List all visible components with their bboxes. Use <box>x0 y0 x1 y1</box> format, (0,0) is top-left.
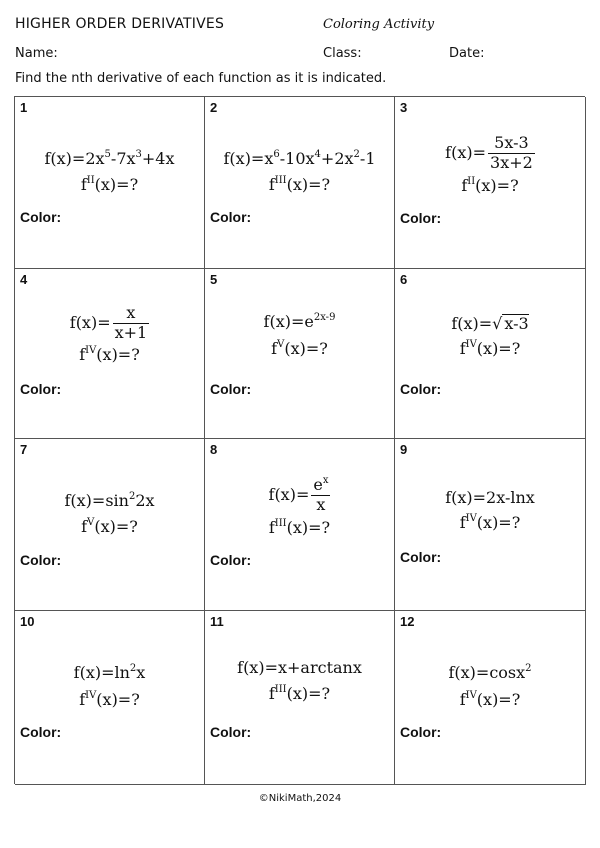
problem-cell-8 <box>205 439 395 611</box>
function-expression: f(x)=√ x-3 <box>451 314 529 333</box>
derivative-question: $f^V(x)=$? <box>81 517 138 536</box>
color-label: Color: <box>210 209 252 225</box>
date-label: Date: <box>449 46 485 61</box>
worksheet-title: HIGHER ORDER DERIVATIVES <box>15 16 225 32</box>
color-label: Color: <box>400 381 442 397</box>
function-expression: f(x)= $\frac{5x-3}{3x+2}$ <box>445 133 533 172</box>
function-expression: $f(x)=\ln^2x$ <box>73 663 146 682</box>
problem-number: 2 <box>210 100 218 115</box>
problem-number: 1 <box>20 100 28 115</box>
derivative-question: $f^{IV}(x)=$? <box>459 690 521 709</box>
function-expression: $f(x)=x^6-10x^4+2x^2-1$ <box>223 149 376 168</box>
problem-cell-11 <box>205 611 395 785</box>
problem-cell-4 <box>15 269 205 439</box>
copyright-footer: ©NikiMath,2024 <box>258 793 342 804</box>
color-label: Color: <box>20 209 62 225</box>
problem-number: 5 <box>210 272 218 287</box>
problem-grid <box>14 96 585 784</box>
problem-number: 7 <box>20 442 28 457</box>
color-label: Color: <box>400 210 442 226</box>
problem-cell-10 <box>15 611 205 785</box>
problem-cell-3 <box>395 97 586 269</box>
instructions: Find the nth derivative of each function as it is indicated. <box>15 71 387 86</box>
problem-number: 3 <box>400 100 408 115</box>
derivative-question: $f^{IV}(x)=$? <box>459 339 521 358</box>
function-expression: f(x)=2x-lnx <box>445 488 535 507</box>
color-label: Color: <box>20 552 62 568</box>
function-expression: $f(x)=e^{2x-9}$ <box>263 312 336 331</box>
color-label: Color: <box>210 381 252 397</box>
derivative-question: $f^{II}(x)=$? <box>80 175 139 194</box>
derivative-question: $f^{IV}(x)=$? <box>459 513 521 532</box>
derivative-question: $f^{III}(x)=$? <box>268 684 331 703</box>
problem-cell-12 <box>395 611 586 785</box>
color-label: Color: <box>20 381 62 397</box>
function-expression: $f(x)=\sin^22x$ <box>64 491 155 510</box>
derivative-question: $f^{III}(x)=$? <box>268 518 331 537</box>
color-label: Color: <box>20 724 62 740</box>
problem-cell-9 <box>395 439 586 611</box>
class-label: Class: <box>323 46 362 61</box>
problem-number: 6 <box>400 272 408 287</box>
problem-number: 12 <box>400 614 415 629</box>
problem-cell-7 <box>15 439 205 611</box>
color-label: Color: <box>400 549 442 565</box>
color-label: Color: <box>400 724 442 740</box>
function-expression: f(x)= $\frac{e^x}{x}$ <box>268 475 329 514</box>
problem-number: 8 <box>210 442 218 457</box>
problem-cell-6 <box>395 269 586 439</box>
derivative-question: $f^V(x)=$? <box>271 339 328 358</box>
problem-number: 4 <box>20 272 28 287</box>
problem-cell-2 <box>205 97 395 269</box>
problem-number: 9 <box>400 442 408 457</box>
function-expression: f(x)= $\frac{x}{x+1}$ <box>69 303 148 342</box>
name-label: Name: <box>15 46 58 61</box>
function-expression: f(x)=cosx$^2$ <box>448 663 532 682</box>
derivative-question: $f^{III}(x)=$? <box>268 175 331 194</box>
derivative-question: $f^{IV}(x)=$? <box>79 690 140 709</box>
activity-subtitle: Coloring Activity <box>323 17 435 32</box>
problem-cell-1 <box>15 97 205 269</box>
derivative-question: $f^{II}(x)=$? <box>461 176 519 195</box>
sqrt-symbol: √ x-3 <box>492 314 529 333</box>
problem-number: 11 <box>210 614 224 629</box>
problem-number: 10 <box>20 614 35 629</box>
color-label: Color: <box>210 724 252 740</box>
problem-cell-5 <box>205 269 395 439</box>
function-expression: $f(x)=2x^5-7x^3+4x$ <box>44 149 175 168</box>
function-expression: f(x)=x+arctanx <box>237 658 362 677</box>
derivative-question: $f^{IV}(x)=$? <box>79 345 140 364</box>
color-label: Color: <box>210 552 252 568</box>
